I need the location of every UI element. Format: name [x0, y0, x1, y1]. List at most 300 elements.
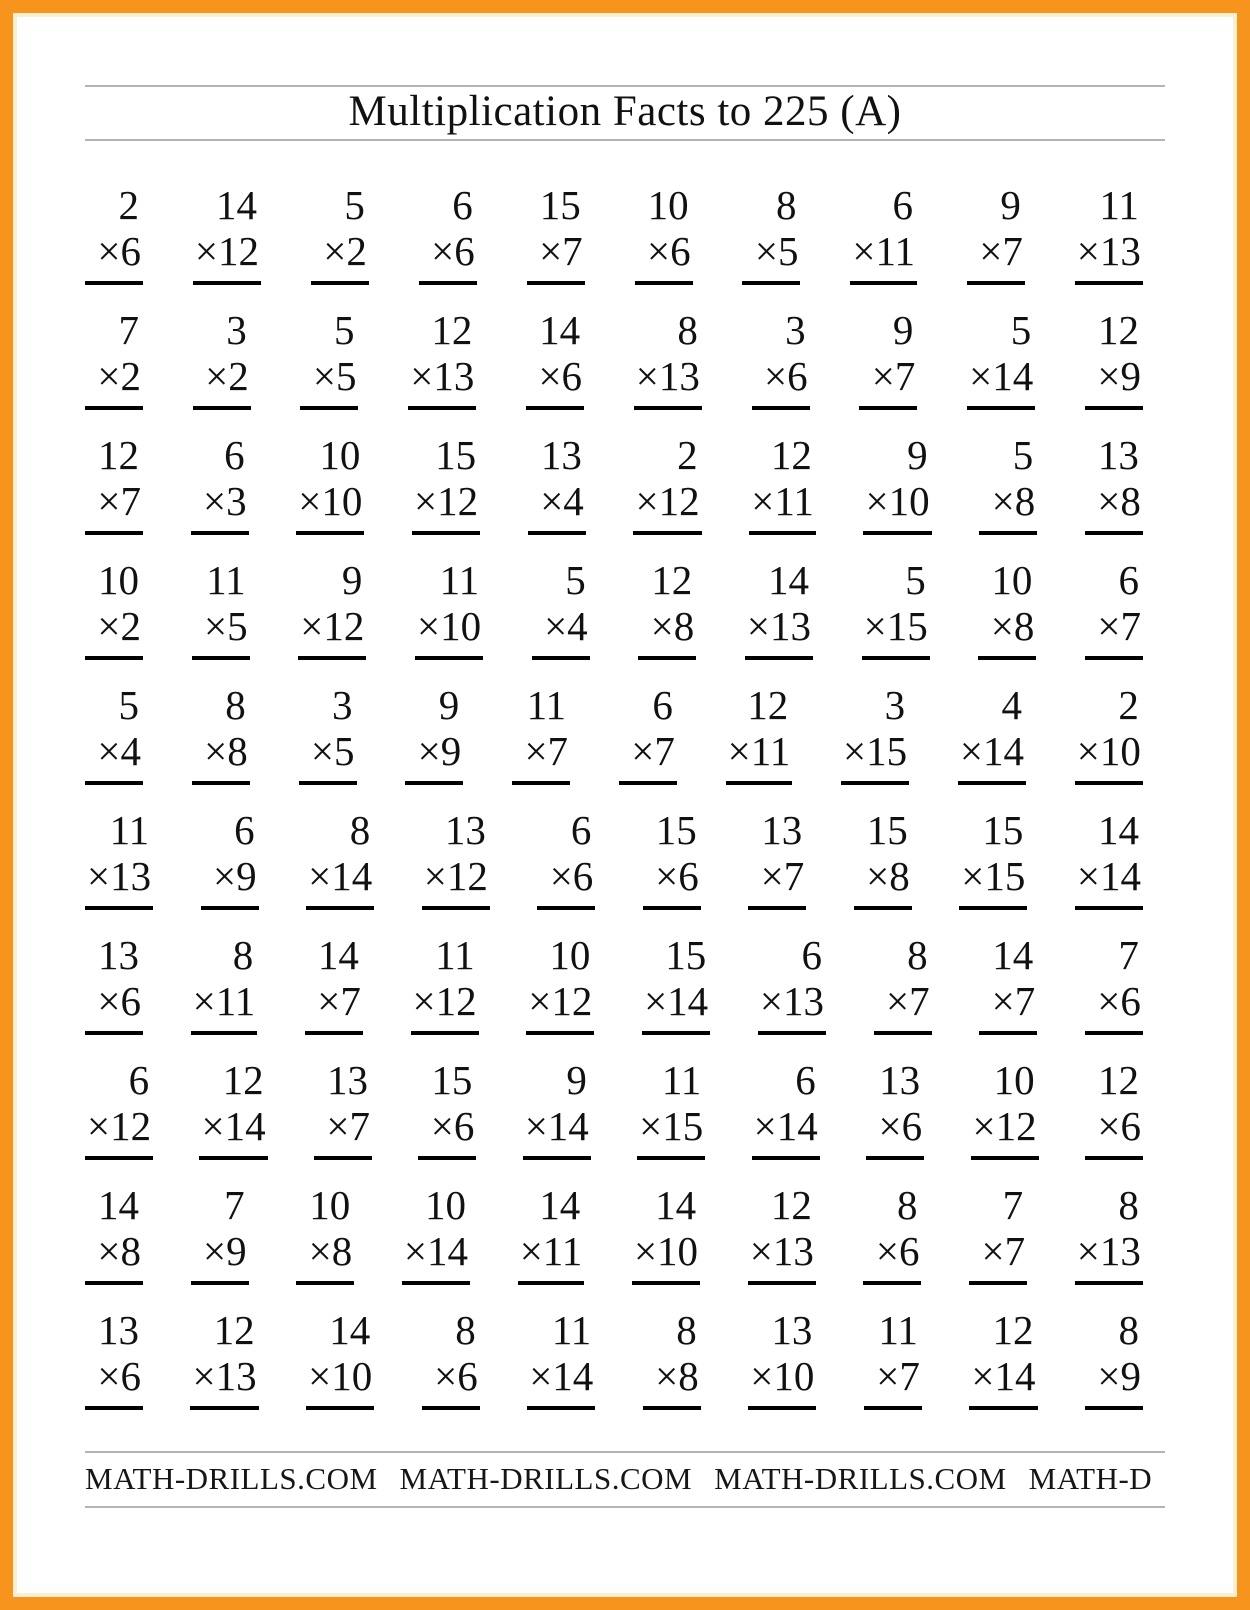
multiplication-problem — [863, 1182, 921, 1285]
multiplication-problem — [841, 682, 909, 785]
multiplier-underlined: ×15 — [841, 731, 909, 785]
multiplication-problem — [1075, 807, 1143, 910]
problem-row — [85, 557, 1165, 685]
multiplicand: 6 — [801, 932, 822, 978]
multiplier-underlined: ×7 — [979, 981, 1037, 1035]
multiplier-underlined: ×13 — [1075, 1231, 1143, 1285]
multiplicand: 6 — [570, 807, 592, 853]
multiplication-problem — [1085, 932, 1143, 1035]
multiplier-underlined: ×7 — [874, 981, 932, 1035]
multiplicand: 10 — [319, 432, 361, 478]
problem-row — [85, 1307, 1165, 1435]
multiplication-problem — [863, 432, 931, 535]
multiplicand: 9 — [566, 1057, 587, 1103]
multiplication-problem — [85, 182, 143, 285]
multiplier-underlined: ×6 — [635, 231, 693, 285]
multiplicand: 12 — [1097, 307, 1139, 353]
multiplicand: 13 — [1097, 432, 1139, 478]
multiplication-problem — [85, 307, 143, 410]
multiplier-underlined: ×12 — [193, 231, 261, 285]
multiplicand: 6 — [1118, 557, 1139, 603]
problem-row — [85, 432, 1165, 560]
multiplicand: 13 — [444, 807, 486, 853]
multiplication-problem — [422, 807, 490, 910]
multiplicand: 8 — [1118, 1182, 1139, 1228]
multiplication-problem — [978, 557, 1036, 660]
multiplier-underlined: ×6 — [643, 856, 701, 910]
multiplicand: 11 — [551, 1307, 592, 1353]
footer-watermark-text: MATH-DRILLS.COM — [85, 1461, 378, 1496]
multiplicand: 13 — [326, 1057, 368, 1103]
multiplication-problem — [1085, 307, 1143, 410]
multiplication-problem — [512, 682, 570, 785]
multiplicand: 5 — [344, 182, 365, 228]
multiplication-problem — [528, 432, 586, 535]
problems-grid — [85, 182, 1165, 1435]
multiplier-underlined: ×8 — [296, 1231, 354, 1285]
multiplier-underlined: ×13 — [408, 356, 476, 410]
problem-row — [85, 807, 1165, 935]
multiplicand: 5 — [1012, 432, 1034, 478]
multiplier-underlined: ×9 — [1085, 356, 1143, 410]
footer-watermark — [85, 1451, 1165, 1508]
multiplier-underlined: ×6 — [752, 356, 810, 410]
multiplication-problem — [1085, 1057, 1143, 1160]
multiplier-underlined: ×13 — [190, 1356, 258, 1410]
multiplication-problem — [1085, 432, 1143, 535]
multiplier-underlined: ×7 — [619, 731, 677, 785]
multiplication-problem — [1085, 1307, 1143, 1410]
multiplicand: 12 — [1097, 1057, 1139, 1103]
multiplication-problem — [296, 432, 364, 535]
multiplier-underlined: ×14 — [199, 1106, 267, 1160]
multiplier-underlined: ×8 — [1085, 481, 1143, 535]
multiplication-problem — [405, 682, 463, 785]
multiplier-underlined: ×7 — [1085, 606, 1143, 660]
multiplicand: 3 — [332, 682, 353, 728]
multiplier-underlined: ×14 — [306, 856, 374, 910]
multiplicand: 11 — [109, 807, 150, 853]
title-block — [85, 85, 1165, 141]
multiplication-problem — [518, 1182, 585, 1285]
multiplication-problem — [967, 182, 1025, 285]
multiplier-underlined: ×14 — [402, 1231, 470, 1285]
multiplier-underlined: ×11 — [850, 231, 917, 285]
multiplier-underlined: ×13 — [1075, 231, 1143, 285]
multiplier-underlined: ×13 — [85, 856, 153, 910]
multiplication-problem — [85, 682, 143, 785]
multiplier-underlined: ×7 — [305, 981, 363, 1035]
multiplication-problem — [191, 932, 258, 1035]
multiplier-underlined: ×15 — [862, 606, 930, 660]
multiplicand: 7 — [1002, 1182, 1024, 1228]
multiplier-underlined: ×5 — [742, 231, 800, 285]
footer-watermark-text: MATH-D — [1028, 1461, 1153, 1496]
multiplication-problem — [85, 557, 143, 660]
multiplication-problem — [748, 1182, 816, 1285]
multiplication-problem — [866, 1057, 924, 1160]
multiplicand: 10 — [647, 182, 689, 228]
multiplicand: 15 — [431, 1057, 473, 1103]
footer-watermark-text: MATH-DRILLS.COM — [399, 1461, 693, 1496]
multiplication-problem — [632, 1182, 700, 1285]
multiplier-underlined: ×4 — [532, 606, 590, 660]
multiplicand: 14 — [992, 932, 1034, 978]
multiplicand: 15 — [435, 432, 477, 478]
multiplication-problem — [637, 1057, 705, 1160]
multiplicand: 11 — [661, 1057, 702, 1103]
multiplicand: 12 — [747, 682, 789, 728]
multiplier-underlined: ×4 — [528, 481, 586, 535]
multiplier-underlined: ×11 — [191, 981, 258, 1035]
multiplicand: 12 — [431, 307, 473, 353]
multiplicand: 7 — [118, 307, 139, 353]
multiplicand: 10 — [991, 557, 1033, 603]
multiplication-problem — [758, 932, 826, 1035]
multiplicand: 12 — [213, 1307, 255, 1353]
multiplicand: 6 — [452, 182, 473, 228]
multiplier-underlined: ×6 — [1085, 1106, 1143, 1160]
multiplication-problem — [190, 1307, 258, 1410]
multiplicand: 13 — [98, 932, 139, 978]
multiplier-underlined: ×14 — [642, 981, 710, 1035]
multiplier-underlined: ×6 — [866, 1106, 924, 1160]
multiplicand: 11 — [526, 682, 567, 728]
problem-row — [85, 307, 1165, 435]
multiplicand: 8 — [907, 932, 928, 978]
multiplier-underlined: ×8 — [85, 1231, 143, 1285]
multiplicand: 14 — [768, 557, 810, 603]
multiplicand: 5 — [565, 557, 586, 603]
multiplication-problem — [749, 432, 816, 535]
multiplication-problem — [402, 1182, 470, 1285]
multiplier-underlined: ×12 — [85, 1106, 153, 1160]
multiplicand: 12 — [770, 1182, 812, 1228]
multiplication-problem — [193, 182, 261, 285]
multiplication-problem — [1075, 682, 1143, 785]
multiplier-underlined: ×14 — [523, 1106, 591, 1160]
multiplicand: 8 — [232, 932, 254, 978]
multiplier-underlined: ×8 — [192, 731, 250, 785]
multiplication-problem — [193, 307, 251, 410]
multiplication-problem — [201, 807, 259, 910]
multiplicand: 14 — [1097, 807, 1139, 853]
multiplication-problem — [306, 807, 374, 910]
multiplier-underlined: ×3 — [191, 481, 249, 535]
multiplier-underlined: ×7 — [314, 1106, 372, 1160]
multiplication-problem — [532, 557, 590, 660]
multiplication-problem — [418, 1057, 476, 1160]
multiplier-underlined: ×2 — [85, 356, 143, 410]
multiplicand: 8 — [775, 182, 797, 228]
multiplier-underlined: ×7 — [748, 856, 806, 910]
multiplication-problem — [643, 807, 701, 910]
multiplicand: 5 — [333, 307, 355, 353]
multiplier-underlined: ×5 — [299, 731, 357, 785]
multiplicand: 14 — [539, 1182, 581, 1228]
multiplication-problem — [419, 182, 477, 285]
multiplication-problem — [1075, 182, 1143, 285]
multiplier-underlined: ×6 — [85, 981, 143, 1035]
multiplication-problem — [537, 807, 595, 910]
multiplier-underlined: ×13 — [634, 356, 702, 410]
multiplier-underlined: ×10 — [296, 481, 364, 535]
multiplicand: 13 — [98, 1307, 139, 1353]
multiplier-underlined: ×11 — [749, 481, 816, 535]
multiplication-problem — [523, 1057, 591, 1160]
multiplication-problem — [527, 1307, 595, 1410]
multiplier-underlined: ×14 — [967, 356, 1035, 410]
multiplicand: 14 — [655, 1182, 697, 1228]
multiplication-problem — [85, 807, 153, 910]
multiplication-problem — [752, 1057, 820, 1160]
multiplication-problem — [862, 557, 930, 660]
multiplier-underlined: ×14 — [958, 731, 1026, 785]
multiplicand: 9 — [907, 432, 928, 478]
multiplicand: 7 — [224, 1182, 245, 1228]
multiplication-problem — [311, 182, 369, 285]
multiplicand: 3 — [785, 307, 806, 353]
multiplier-underlined: ×12 — [411, 981, 479, 1035]
multiplicand: 2 — [118, 182, 139, 228]
multiplier-underlined: ×12 — [412, 481, 480, 535]
multiplicand: 14 — [98, 1182, 139, 1228]
multiplicand: 8 — [896, 1182, 918, 1228]
multiplier-underlined: ×9 — [201, 856, 259, 910]
multiplicand: 7 — [1118, 932, 1139, 978]
multiplier-underlined: ×10 — [632, 1231, 700, 1285]
multiplication-problem — [874, 932, 932, 1035]
multiplicand: 15 — [982, 807, 1024, 853]
multiplication-problem — [854, 807, 912, 910]
multiplication-problem — [85, 1182, 143, 1285]
footer-watermark-text: MATH-DRILLS.COM — [714, 1461, 1007, 1496]
multiplication-problem — [300, 307, 358, 410]
multiplicand: 15 — [665, 932, 707, 978]
multiplicand: 2 — [1118, 682, 1139, 728]
multiplicand: 11 — [439, 557, 480, 603]
multiplicand: 10 — [98, 557, 139, 603]
multiplier-underlined: ×7 — [967, 231, 1025, 285]
multiplier-underlined: ×7 — [527, 231, 585, 285]
multiplicand: 9 — [892, 307, 914, 353]
multiplication-problem — [314, 1057, 372, 1160]
multiplication-problem — [527, 182, 585, 285]
multiplier-underlined: ×12 — [633, 481, 701, 535]
multiplier-underlined: ×6 — [863, 1231, 921, 1285]
multiplicand: 11 — [1099, 182, 1139, 228]
multiplication-problem — [748, 807, 806, 910]
multiplicand: 10 — [549, 932, 591, 978]
multiplication-problem — [969, 1307, 1037, 1410]
multiplicand: 6 — [224, 432, 245, 478]
multiplicand: 8 — [225, 682, 246, 728]
multiplication-problem — [619, 682, 677, 785]
multiplication-problem — [971, 1057, 1039, 1160]
multiplier-underlined: ×8 — [638, 606, 696, 660]
multiplier-underlined: ×4 — [85, 731, 143, 785]
multiplication-problem — [1085, 557, 1143, 660]
multiplicand: 15 — [655, 807, 697, 853]
multiplicand: 8 — [677, 307, 698, 353]
multiplication-problem — [412, 432, 480, 535]
multiplication-problem — [296, 1182, 354, 1285]
multiplicand: 14 — [329, 1307, 371, 1353]
multiplicand: 5 — [1010, 307, 1032, 353]
multiplication-problem — [635, 182, 693, 285]
multiplication-problem — [305, 932, 363, 1035]
multiplier-underlined: ×8 — [978, 606, 1036, 660]
multiplication-problem — [199, 1057, 267, 1160]
problem-row — [85, 182, 1165, 310]
multiplication-problem — [859, 307, 917, 410]
multiplicand: 6 — [128, 1057, 150, 1103]
multiplier-underlined: ×14 — [752, 1106, 820, 1160]
multiplier-underlined: ×6 — [526, 356, 584, 410]
multiplier-underlined: ×9 — [191, 1231, 249, 1285]
multiplier-underlined: ×2 — [193, 356, 251, 410]
multiplication-problem — [306, 1307, 374, 1410]
multiplicand: 12 — [98, 432, 139, 478]
multiplication-problem — [408, 307, 476, 410]
multiplicand: 10 — [425, 1182, 467, 1228]
multiplicand: 15 — [866, 807, 908, 853]
multiplier-underlined: ×13 — [745, 606, 813, 660]
multiplicand: 15 — [539, 182, 581, 228]
multiplicand: 9 — [438, 682, 460, 728]
page-title: Multiplication Facts to 225 (A) — [348, 88, 902, 135]
multiplicand: 13 — [761, 807, 803, 853]
multiplication-problem — [748, 1307, 816, 1410]
multiplicand: 9 — [1000, 182, 1021, 228]
multiplicand: 11 — [206, 557, 246, 603]
multiplication-problem — [192, 682, 250, 785]
multiplication-problem — [191, 432, 249, 535]
multiplication-problem — [411, 932, 479, 1035]
multiplicand: 8 — [676, 1307, 697, 1353]
multiplicand: 10 — [309, 1182, 351, 1228]
multiplicand: 8 — [1118, 1307, 1139, 1353]
multiplication-problem — [642, 932, 710, 1035]
multiplier-underlined: ×12 — [971, 1106, 1039, 1160]
multiplier-underlined: ×5 — [300, 356, 358, 410]
multiplication-problem — [422, 1307, 480, 1410]
multiplication-problem — [191, 1182, 249, 1285]
multiplier-underlined: ×12 — [298, 606, 366, 660]
multiplicand: 13 — [540, 432, 582, 478]
multiplier-underlined: ×7 — [859, 356, 917, 410]
multiplicand: 14 — [539, 307, 581, 353]
multiplier-underlined: ×10 — [863, 481, 931, 535]
multiplier-underlined: ×6 — [1085, 981, 1143, 1035]
multiplication-problem — [85, 1057, 153, 1160]
multiplicand: 12 — [992, 1307, 1034, 1353]
multiplier-underlined: ×7 — [512, 731, 570, 785]
multiplier-underlined: ×9 — [1085, 1356, 1143, 1410]
multiplicand: 6 — [234, 807, 255, 853]
multiplicand: 8 — [349, 807, 371, 853]
multiplier-underlined: ×6 — [537, 856, 595, 910]
multiplier-underlined: ×2 — [85, 606, 143, 660]
multiplier-underlined: ×12 — [526, 981, 594, 1035]
multiplier-underlined: ×5 — [192, 606, 250, 660]
multiplier-underlined: ×10 — [748, 1356, 816, 1410]
multiplier-underlined: ×15 — [637, 1106, 705, 1160]
multiplicand: 12 — [222, 1057, 264, 1103]
multiplication-problem — [967, 307, 1035, 410]
multiplier-underlined: ×8 — [854, 856, 912, 910]
multiplier-underlined: ×6 — [418, 1106, 476, 1160]
multiplication-problem — [299, 682, 357, 785]
multiplicand: 6 — [795, 1057, 816, 1103]
multiplicand: 11 — [435, 932, 475, 978]
multiplication-problem — [526, 307, 584, 410]
problem-row — [85, 682, 1165, 810]
multiplication-problem — [752, 307, 810, 410]
multiplier-underlined: ×14 — [969, 1356, 1037, 1410]
multiplication-problem — [638, 557, 696, 660]
worksheet-content — [85, 85, 1165, 1508]
multiplication-problem — [979, 432, 1037, 535]
multiplicand: 2 — [677, 432, 698, 478]
multiplicand: 13 — [879, 1057, 921, 1103]
multiplier-underlined: ×15 — [959, 856, 1027, 910]
problem-row — [85, 932, 1165, 1060]
multiplication-problem — [979, 932, 1037, 1035]
multiplicand: 14 — [317, 932, 359, 978]
multiplication-problem — [742, 182, 800, 285]
multiplier-underlined: ×9 — [405, 731, 463, 785]
multiplicand: 6 — [892, 182, 913, 228]
multiplicand: 3 — [884, 682, 906, 728]
multiplier-underlined: ×14 — [1075, 856, 1143, 910]
multiplier-underlined: ×6 — [85, 1356, 143, 1410]
multiplicand: 3 — [226, 307, 247, 353]
multiplicand: 4 — [1001, 682, 1022, 728]
multiplicand: 5 — [118, 682, 139, 728]
multiplicand: 13 — [771, 1307, 813, 1353]
multiplier-underlined: ×6 — [422, 1356, 480, 1410]
multiplicand: 12 — [651, 557, 693, 603]
multiplier-underlined: ×7 — [969, 1231, 1027, 1285]
multiplication-problem — [526, 932, 594, 1035]
multiplier-underlined: ×10 — [1075, 731, 1143, 785]
multiplier-underlined: ×14 — [527, 1356, 595, 1410]
multiplication-problem — [85, 432, 143, 535]
multiplier-underlined: ×11 — [726, 731, 793, 785]
multiplier-underlined: ×7 — [85, 481, 143, 535]
multiplication-problem — [633, 432, 701, 535]
multiplication-problem — [1075, 1182, 1143, 1285]
multiplication-problem — [850, 182, 917, 285]
multiplier-underlined: ×10 — [415, 606, 483, 660]
multiplier-underlined: ×6 — [419, 231, 477, 285]
multiplier-underlined: ×6 — [85, 231, 143, 285]
multiplier-underlined: ×12 — [422, 856, 490, 910]
multiplication-problem — [298, 557, 366, 660]
problem-row — [85, 1057, 1165, 1185]
multiplication-problem — [959, 807, 1027, 910]
multiplication-problem — [745, 557, 813, 660]
multiplication-problem — [643, 1307, 701, 1410]
multiplier-underlined: ×10 — [306, 1356, 374, 1410]
multiplier-underlined: ×7 — [864, 1356, 922, 1410]
multiplicand: 8 — [455, 1307, 476, 1353]
multiplication-problem — [864, 1307, 922, 1410]
multiplier-underlined: ×11 — [518, 1231, 585, 1285]
multiplicand: 14 — [216, 182, 258, 228]
multiplicand: 5 — [905, 557, 926, 603]
